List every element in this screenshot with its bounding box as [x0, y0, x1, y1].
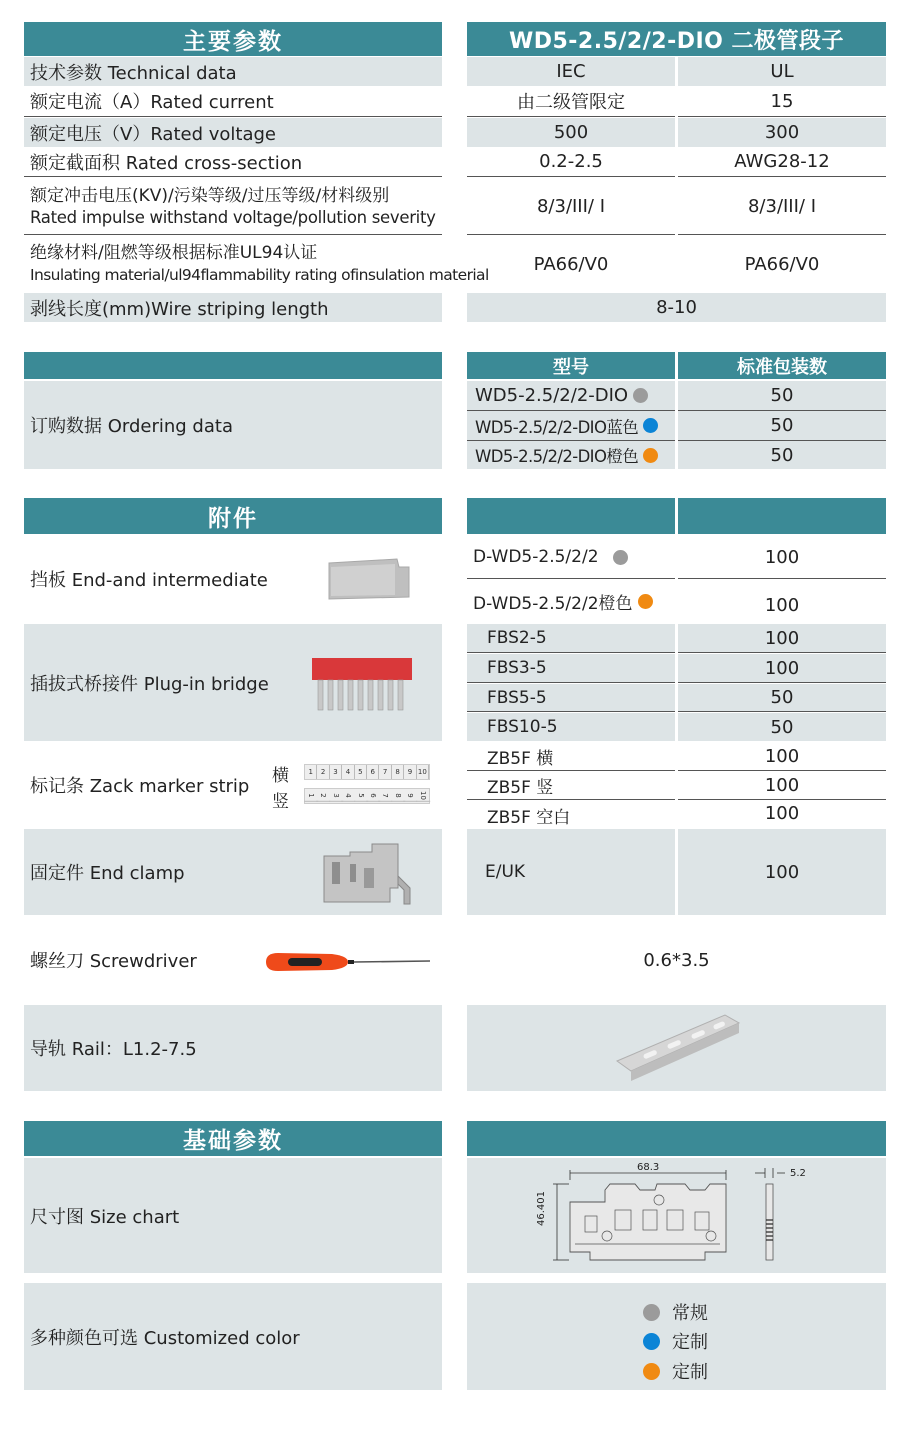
color-option-name: 定制	[672, 1362, 708, 1383]
spec-label: 额定截面积 Rated cross-section	[30, 152, 303, 174]
accessory-item	[467, 536, 675, 579]
spec-label-en: Rated impulse withstand voltage/pollution severity	[30, 207, 436, 227]
spec-label: 额定电压（V）Rated voltage	[30, 123, 276, 145]
spec-label: 技术参数 Technical data	[30, 62, 237, 84]
marker-strip-number: 9	[404, 765, 416, 779]
size-chart-row	[24, 1158, 442, 1273]
accessory-qty: 100	[764, 802, 800, 824]
accessory-qty: 100	[678, 743, 886, 771]
dimension-thickness: 5.2	[790, 1168, 806, 1179]
orange-color-dot-icon	[643, 1363, 660, 1380]
product-title-header	[467, 22, 886, 56]
spec-iec-header: IEC	[467, 57, 675, 86]
section-title: 主要参数	[183, 28, 283, 55]
spec-iec-value: 0.2-2.5	[467, 147, 675, 177]
accessory-item: E/UK	[467, 829, 675, 915]
grey-color-dot-icon	[643, 1304, 660, 1321]
spec-row-impulse-voltage	[24, 179, 442, 235]
accessory-header-bar	[678, 498, 886, 534]
spec-row-wire-striping	[24, 293, 442, 322]
spec-iec-value: 由二级管限定	[467, 86, 675, 117]
accessory-qty: 50	[678, 713, 886, 741]
marker-strip-number: 4	[342, 765, 354, 779]
marker-strip-number: 6	[366, 790, 380, 802]
spec-ul-value: 8/3/III/ I	[678, 179, 886, 235]
size-chart-label: 尺寸图 Size chart	[30, 1206, 180, 1228]
horizontal-label: 横	[272, 766, 289, 786]
marker-strip-horizontal-image	[304, 764, 430, 780]
section-header-main-params	[24, 22, 442, 56]
spec-label: 剥线长度(mm)Wire striping length	[30, 298, 329, 320]
accessory-item: ZB5F 竖	[467, 772, 675, 800]
spec-iec-value: 8/3/III/ I	[467, 179, 675, 235]
accessory-qty: 50	[678, 684, 886, 712]
accessory-qty: 100	[764, 594, 800, 616]
rail-row	[24, 1005, 442, 1091]
spec-row-rated-current	[24, 86, 442, 117]
accessory-item: FBS5-5	[467, 684, 675, 712]
dimension-width: 68.3	[637, 1162, 660, 1173]
col-pack-header: 标准包装数	[678, 352, 886, 379]
accessory-qty: 100	[678, 772, 886, 800]
grey-color-dot-icon	[633, 388, 648, 403]
accessory-qty: 100	[678, 829, 886, 915]
size-chart-drawing	[545, 1160, 815, 1270]
rail-image-cell	[467, 1005, 886, 1091]
section-header-accessories	[24, 498, 442, 534]
spec-ul-value: 300	[678, 118, 886, 147]
spec-row-rated-voltage	[24, 118, 442, 147]
orange-color-dot-icon	[638, 594, 653, 609]
marker-strip-number: 6	[367, 765, 379, 779]
din-rail-image	[467, 1005, 886, 1091]
marker-strip-row	[24, 743, 442, 827]
accessory-item: ZB5F 空白	[487, 807, 571, 828]
accessory-item: ZB5F 横	[467, 743, 675, 771]
rail-label: 导轨 Rail：L1.2-7.5	[30, 1039, 197, 1060]
marker-strip-number: 1	[305, 765, 317, 779]
customized-color-label: 多种颜色可选 Customized color	[30, 1327, 300, 1349]
spec-iec-value: 500	[467, 118, 675, 147]
product-title: WD5-2.5/2/2-DIO 二极管段子	[508, 28, 845, 54]
section-title: 附件	[208, 505, 258, 532]
vertical-label: 竖	[272, 792, 289, 812]
marker-strip-number: 5	[355, 765, 367, 779]
spec-iec-value: PA66/V0	[533, 253, 609, 275]
marker-strip-number: 2	[317, 765, 329, 779]
accessory-item: FBS10-5	[467, 713, 675, 741]
orange-color-dot-icon	[643, 448, 658, 463]
marker-strip-number: 10	[416, 790, 430, 802]
accessory-item: FBS2-5	[467, 624, 675, 653]
ordering-model: WD5-2.5/2/2-DIO	[475, 385, 629, 406]
spec-ul-value: AWG28-12	[678, 147, 886, 177]
accessory-item: FBS3-5	[467, 654, 675, 683]
ordering-model: WD5-2.5/2/2-DIO蓝色	[475, 417, 639, 437]
customized-color-row	[24, 1283, 442, 1390]
accessory-item	[467, 580, 675, 622]
accessory-model: D-WD5-2.5/2/2	[473, 547, 599, 567]
spec-label-en: Insulating material/ul94flammability rating ofinsulation material	[30, 266, 489, 284]
spec-label-cn: 额定冲击电压(KV)/污染等级/过压等级/材料级别	[30, 185, 390, 206]
marker-strip-number: 9	[403, 790, 417, 802]
marker-strip-number: 2	[317, 790, 331, 802]
color-option	[643, 1299, 708, 1325]
end-plate-image	[325, 557, 411, 601]
ordering-item	[467, 441, 675, 469]
spec-label-cn: 绝缘材料/阻燃等级根据标准UL94认证	[30, 243, 318, 263]
spec-row-technical-data	[24, 57, 442, 86]
marker-strip-number: 7	[379, 765, 391, 779]
col-model-header: 型号	[467, 352, 675, 379]
end-clamp-image	[320, 838, 414, 908]
accessory-model: D-WD5-2.5/2/2橙色	[473, 593, 633, 614]
plug-bridge-label: 插拔式桥接件 Plug-in bridge	[30, 673, 269, 695]
accessory-qty: 100	[678, 624, 886, 653]
marker-strip-label: 标记条 Zack marker strip	[30, 776, 250, 797]
section-header-basic	[24, 1121, 442, 1156]
end-plate-label: 挡板 End-and intermediate	[30, 570, 268, 591]
ordering-item	[467, 381, 675, 411]
spec-ul-value: PA66/V0	[744, 253, 820, 275]
spec-ul-value: 15	[678, 86, 886, 117]
ordering-data-label	[24, 381, 442, 469]
color-option-name: 定制	[672, 1332, 708, 1353]
marker-strip-number: 4	[341, 790, 355, 802]
ordering-model: WD5-2.5/2/2-DIO橙色	[475, 447, 639, 466]
color-option	[643, 1358, 708, 1384]
marker-strip-number: 10	[417, 765, 429, 779]
marker-strip-number: 5	[354, 790, 368, 802]
marker-strip-number: 7	[379, 790, 393, 802]
blue-color-dot-icon	[643, 418, 658, 433]
accessory-qty: 100	[678, 536, 886, 579]
ordering-item	[467, 411, 675, 441]
color-options-cell	[467, 1283, 886, 1390]
marker-strip-number: 1	[304, 790, 318, 802]
end-clamp-label: 固定件 End clamp	[30, 863, 185, 884]
spec-label: 额定电流（A）Rated current	[30, 92, 274, 113]
ordering-qty: 50	[678, 441, 886, 469]
marker-strip-number: 8	[392, 765, 404, 779]
marker-strip-number: 8	[391, 790, 405, 802]
ordering-qty: 50	[678, 411, 886, 441]
basic-header-bar	[467, 1121, 886, 1156]
dimension-height: 46.401	[536, 1191, 547, 1226]
spec-row-cross-section	[24, 147, 442, 177]
blue-color-dot-icon	[643, 1333, 660, 1350]
color-option-name: 常规	[672, 1303, 708, 1324]
marker-strip-vertical-image	[304, 788, 430, 804]
grey-color-dot-icon	[613, 550, 628, 565]
plug-bridge-image	[310, 656, 414, 714]
ordering-header-bar	[24, 352, 442, 379]
spec-striping-value: 8-10	[467, 293, 886, 322]
color-option	[643, 1328, 708, 1354]
spec-row-insulating-material	[24, 237, 489, 291]
section-title: 基础参数	[183, 1128, 283, 1154]
ordering-label: 订购数据 Ordering data	[30, 416, 233, 437]
ordering-qty: 50	[678, 381, 886, 411]
accessory-header-bar	[467, 498, 675, 534]
screwdriver-label: 螺丝刀 Screwdriver	[30, 951, 197, 972]
spec-ul-header: UL	[678, 57, 886, 86]
marker-strip-number: 3	[329, 790, 343, 802]
screwdriver-spec: 0.6*3.5	[643, 949, 710, 971]
screwdriver-image	[262, 950, 432, 974]
marker-strip-number: 3	[330, 765, 342, 779]
accessory-qty: 100	[678, 654, 886, 683]
